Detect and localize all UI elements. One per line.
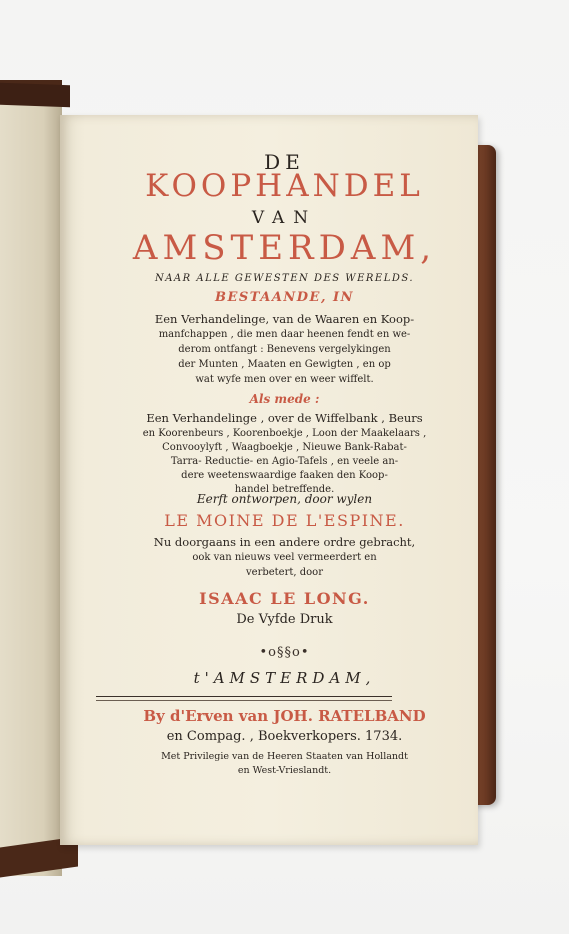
nu-line: Nu doorgaans in een andere ordre gebracht,	[153, 535, 416, 549]
ornament-icon: •o§§o•	[259, 645, 310, 660]
nu-line: verbetert, door	[246, 567, 323, 578]
mede-line: dere weetenswaardige faaken den Koop-	[181, 470, 388, 481]
mede-line: Een Verhandelinge , over de Wiffelbank , Beurs	[146, 411, 423, 425]
left-cover-edge	[0, 83, 70, 107]
place-amsterdam: t'AMSTERDAM,	[193, 669, 376, 687]
title-koophandel: KOOPHANDEL	[145, 168, 424, 204]
mede-line: en Koorenbeurs , Koorenboekje , Loon der Maakelaars ,	[142, 428, 427, 439]
author-isaac: ISAAC LE LONG.	[199, 589, 370, 608]
title-van: VAN	[251, 208, 318, 228]
mede-line: Tarra- Reductie- en Agio-Tafels , en veele an-	[170, 456, 399, 467]
als-mede: Als mede :	[249, 392, 320, 406]
eerst-ontworpen: Eerft ontworpen, door wylen	[196, 492, 373, 506]
publisher: By d'Erven van JOH. RATELBAND	[143, 707, 426, 725]
author-moine: LE MOINE DE L'ESPINE.	[164, 511, 405, 530]
subtitle-naar: NAAR ALLE GEWESTEN DES WERELDS.	[154, 273, 415, 284]
title-de: DE	[264, 150, 305, 174]
desc-line: Een Verhandelinge, van de Waaren en Koop-	[154, 312, 415, 326]
desc-line: wat wyfe men over en weer wiffelt.	[195, 374, 374, 385]
privilege-line: Met Privilegie van de Heeren Staaten van Hollandt	[161, 751, 408, 762]
title-amsterdam: AMSTERDAM,	[132, 228, 437, 268]
mede-line: handel betreffende.	[234, 484, 335, 495]
edition: De Vyfde Druk	[236, 612, 333, 627]
desc-line: der Munten , Maaten en Gewigten , en op	[178, 359, 391, 370]
divider-rule	[96, 696, 392, 697]
desc-line: manfchappen , die men daar heenen fendt en we-	[158, 329, 411, 340]
desc-line: derom ontfangt : Benevens vergelykingen	[178, 344, 391, 355]
subtitle-bestaande: BESTAANDE, IN	[214, 290, 354, 305]
mede-line: Convooylyft , Waagboekje , Nieuwe Bank-Rabat-	[162, 442, 407, 453]
divider-rule-thin	[96, 700, 392, 701]
privilege-line-2: en West-Vrieslandt.	[237, 765, 332, 776]
publisher-line: en Compag. , Boekverkopers. 1734.	[166, 729, 403, 744]
nu-line: ook van nieuws veel vermeerdert en	[192, 552, 377, 563]
